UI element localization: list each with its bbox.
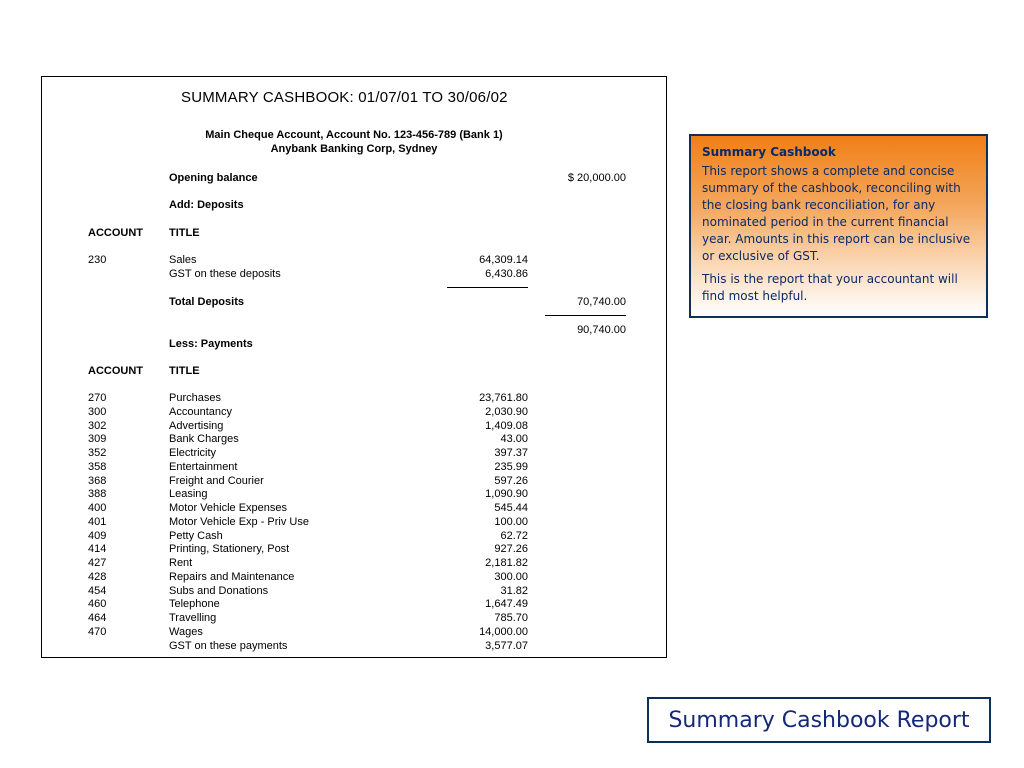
payment-row xyxy=(42,571,666,584)
payment-account-title: Freight and Courier xyxy=(169,474,264,487)
deposit-account-title: Sales xyxy=(169,254,197,266)
payment-account-code: 368 xyxy=(88,474,107,487)
payment-row xyxy=(42,420,666,433)
payment-row xyxy=(42,626,666,639)
deposit-amount: 64,309.14 xyxy=(479,254,528,266)
payment-row xyxy=(42,406,666,419)
payment-amount: 397.37 xyxy=(494,447,528,459)
payment-account-title: Advertising xyxy=(169,419,224,432)
total-deposits-label: Total Deposits xyxy=(169,296,244,308)
payment-amount: 785.70 xyxy=(494,612,528,624)
callout-paragraph-2: This is the report that your accountant will find most helpful. xyxy=(702,272,958,303)
payment-account-code: 414 xyxy=(88,543,107,556)
payment-amount: 927.26 xyxy=(494,543,528,556)
payment-amount: 23,761.80 xyxy=(479,392,528,404)
opening-balance-label: Opening balance xyxy=(169,172,258,184)
payment-row xyxy=(42,475,666,488)
payment-amount: 545.44 xyxy=(494,502,528,514)
bank-line: Anybank Banking Corp, Sydney xyxy=(270,143,438,155)
payment-account-title: Telephone xyxy=(169,598,220,611)
deposits-heading: Add: Deposits xyxy=(169,199,244,211)
payment-account-code: 300 xyxy=(88,405,107,418)
payment-amount: 3,577.07 xyxy=(485,639,528,652)
payment-row xyxy=(42,392,666,405)
payment-account-code: 302 xyxy=(88,419,107,432)
payment-amount: 43.00 xyxy=(500,433,528,446)
payment-account-title: Wages xyxy=(169,625,203,638)
payment-amount: 100.00 xyxy=(494,515,528,528)
payment-account-code: 358 xyxy=(88,460,107,473)
payments-col-title: TITLE xyxy=(169,365,200,377)
payment-account-title: Entertainment xyxy=(169,460,238,473)
payment-row xyxy=(42,461,666,474)
payment-account-code: 270 xyxy=(88,392,107,404)
payment-account-code: 470 xyxy=(88,625,107,638)
payment-account-title: Petty Cash xyxy=(169,529,223,542)
callout-paragraph-1: This report shows a complete and concise summary of the cashbook, reconciling with the closing bank reconciliation, for any nominated period in the current financial year. Amounts in this report can be inclusive or exclusive of GST. xyxy=(702,164,971,263)
cashbook-report xyxy=(41,76,667,658)
payment-row xyxy=(42,640,666,653)
account-line: Main Cheque Account, Account No. 123-456-789 (Bank 1) xyxy=(205,129,503,141)
payment-account-code: 388 xyxy=(88,488,107,501)
payment-account-code: 352 xyxy=(88,447,107,459)
deposits-col-account: ACCOUNT xyxy=(88,227,143,239)
payment-row xyxy=(42,585,666,598)
payment-account-code: 401 xyxy=(88,515,107,528)
payment-account-code: 428 xyxy=(88,570,107,583)
payment-amount: 1,409.08 xyxy=(485,419,528,432)
payment-account-title: Purchases xyxy=(169,392,221,404)
payment-account-title: Repairs and Maintenance xyxy=(169,570,295,583)
slide-title: Summary Cashbook Report xyxy=(647,697,991,743)
payment-amount: 62.72 xyxy=(500,529,528,542)
payment-amount: 1,647.49 xyxy=(485,598,528,611)
payment-account-title: Motor Vehicle Expenses xyxy=(169,502,288,514)
payment-row xyxy=(42,516,666,529)
payment-account-code: 427 xyxy=(88,557,107,569)
total-deposits-rule xyxy=(545,315,626,316)
payment-account-title: Bank Charges xyxy=(169,433,239,446)
payment-amount: 2,181.82 xyxy=(485,557,528,569)
payment-amount: 300.00 xyxy=(494,570,528,583)
payments-heading: Less: Payments xyxy=(169,338,253,350)
total-deposits-value: 70,740.00 xyxy=(577,296,626,308)
payment-account-title: Printing, Stationery, Post xyxy=(169,543,290,556)
payment-amount: 597.26 xyxy=(494,474,528,487)
opening-balance-value: $ 20,000.00 xyxy=(567,172,626,184)
payment-amount: 14,000.00 xyxy=(479,625,528,638)
payment-row xyxy=(42,488,666,501)
deposits-col-title: TITLE xyxy=(169,227,200,239)
payment-account-title: Accountancy xyxy=(169,405,232,418)
report-title: SUMMARY CASHBOOK: 01/07/01 TO 30/06/02 xyxy=(181,89,508,106)
payment-row xyxy=(42,543,666,556)
payment-row xyxy=(42,447,666,460)
payment-row xyxy=(42,433,666,446)
payment-account-code: 460 xyxy=(88,598,107,611)
payment-account-code: 454 xyxy=(88,584,107,597)
payment-row xyxy=(42,530,666,543)
payment-row xyxy=(42,598,666,611)
payment-account-title: Leasing xyxy=(169,488,208,501)
description-callout xyxy=(689,134,988,318)
payments-col-account: ACCOUNT xyxy=(88,365,143,377)
payment-row xyxy=(42,502,666,515)
payment-amount: 31.82 xyxy=(500,584,528,597)
payment-account-title: Electricity xyxy=(169,447,217,459)
payment-account-title: Subs and Donations xyxy=(169,584,269,597)
deposit-account-title: GST on these deposits xyxy=(169,267,281,280)
payment-amount: 235.99 xyxy=(494,460,528,473)
running-total: 90,740.00 xyxy=(577,324,626,336)
payment-amount: 1,090.90 xyxy=(485,488,528,501)
payment-account-title: GST on these payments xyxy=(169,639,288,652)
deposit-row xyxy=(42,254,666,267)
payment-account-code: 409 xyxy=(88,529,107,542)
deposit-amount: 6,430.86 xyxy=(485,267,528,280)
payment-account-title: Rent xyxy=(169,557,193,569)
deposit-account-code: 230 xyxy=(88,254,107,266)
payment-account-code: 464 xyxy=(88,612,107,624)
payment-account-title: Travelling xyxy=(169,612,217,624)
payment-account-code: 400 xyxy=(88,502,107,514)
deposits-subtotal-rule xyxy=(447,287,528,288)
payment-account-code: 309 xyxy=(88,433,107,446)
payment-amount: 2,030.90 xyxy=(485,405,528,418)
callout-heading: Summary Cashbook xyxy=(702,145,836,159)
payment-account-title: Motor Vehicle Exp - Priv Use xyxy=(169,515,309,528)
deposit-row xyxy=(42,268,666,281)
payment-row xyxy=(42,612,666,625)
payment-row xyxy=(42,557,666,570)
